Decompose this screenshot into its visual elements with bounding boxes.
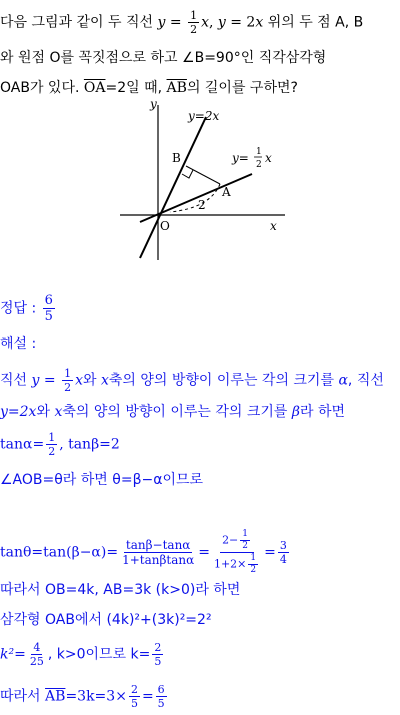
explanation-line-8: k²= $\frac{4}{25}$ , k>0이므로 k= $\frac{2}{5}$ — [0, 641, 162, 668]
svg-text:1: 1 — [256, 147, 262, 157]
explanation-line-3: tanα= $\frac{1}{2}$ , tanβ=2 — [0, 431, 120, 458]
explanation-line-1: 직선 y = $\frac{1}{2}$ x와 x축의 양의 방향이 이루는 각의 크기를 α, 직선 — [0, 367, 384, 394]
svg-text:2: 2 — [256, 160, 262, 170]
x-axis-label: x — [270, 219, 277, 233]
problem-text: 다음 그림과 같이 두 직선 — [0, 14, 154, 31]
explanation-line-2: y=2x와 x축의 양의 방향이 이루는 각의 크기를 β라 하면 — [0, 404, 346, 420]
oa-length-label: 2 — [198, 198, 206, 212]
problem-line-2: 와 원점 O를 꼭짓점으로 하고 ∠B=90°인 직각삼각형 — [0, 50, 327, 66]
svg-text:x: x — [265, 151, 272, 165]
line-bottom-label-lhs: y= — [232, 151, 249, 165]
figure — [110, 100, 290, 265]
problem-line-3: OAB가 있다. $\overline{OA}=2$일 때, $\overline{AB}$의 길이를 구하면? — [0, 80, 298, 96]
line-top-label: y=2x — [188, 109, 220, 123]
explanation-label: 해설 : — [0, 336, 37, 352]
y-axis-label: y — [150, 100, 157, 111]
problem-line-1: 다음 그림과 같이 두 직선 y = $\frac{1}{2}$ x, y = 2x 위의 두 점 A, B — [0, 9, 364, 36]
origin-label: O — [160, 219, 170, 233]
answer: 정답 : $\frac{6}{5}$ — [0, 293, 53, 324]
problem-text: 위의 두 점 A, B — [267, 14, 364, 31]
explanation-line-4: ∠AOB=θ라 하면 θ=β−α이므로 — [0, 472, 204, 488]
point-a-label: A — [222, 185, 231, 199]
line-y-2x — [140, 117, 206, 258]
explanation-line-6: 따라서 OB=4k, AB=3k (k>0)라 하면 — [0, 582, 241, 598]
segment-ab — [186, 166, 220, 184]
explanation-line-5: tanθ=tan(β−α)= $\frac{\tan\beta-\tan\alpha}{1+\tan\beta\tan\alpha}$ = 2− $\frac{1}{2}$ 1+2× $\frac{1}{2}$ = $\frac{3}{4}$ — [0, 529, 287, 575]
point-b-label: B — [172, 151, 181, 165]
explanation-line-7: 삼각형 OAB에서 (4k)²+(3k)²=2² — [0, 612, 212, 628]
explanation-line-9: 따라서 $\overline{AB}=3k=3\times$ $\frac{2}{5}$ = $\frac{6}{5}$ — [0, 683, 165, 710]
right-angle-mark — [182, 170, 193, 178]
